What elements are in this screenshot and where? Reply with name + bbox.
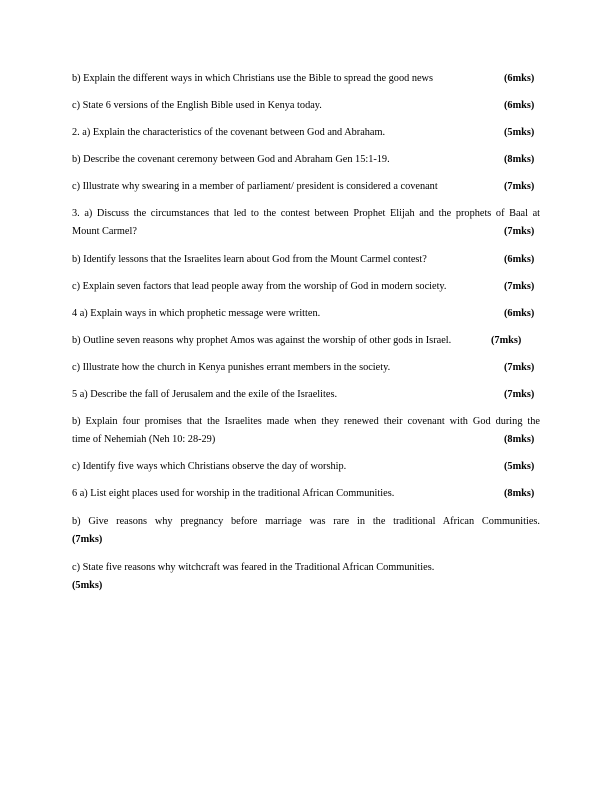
question-text: b) Outline seven reasons why prophet Amos was against the worship of other gods in Israel.	[72, 335, 452, 346]
question-5a	[72, 386, 540, 404]
question-text: c) Illustrate how the church in Kenya punishes errant members in the society.	[72, 362, 391, 373]
question-4c	[72, 359, 540, 377]
question-text: c) State 6 versions of the English Bible used in Kenya today.	[72, 100, 322, 111]
question-text: b) Give reasons why pregnancy before marriage was rare in the traditional African Communities.	[72, 516, 540, 527]
question-1b	[72, 70, 540, 88]
question-2b	[72, 151, 540, 169]
question-marks: (5mks)	[504, 127, 535, 138]
question-1c	[72, 97, 540, 115]
question-text: 6 a) List eight places used for worship in the traditional African Communities.	[72, 488, 395, 499]
question-marks: (8mks)	[504, 154, 535, 165]
question-text: c) Illustrate why swearing in a member of parliament/ president is considered a covenant	[72, 181, 438, 192]
question-marks: (7mks)	[491, 335, 522, 346]
question-marks: (7mks)	[504, 226, 535, 237]
question-text: b) Describe the covenant ceremony between God and Abraham Gen 15:1-19.	[72, 154, 390, 165]
question-text: 2. a) Explain the characteristics of the covenant between God and Abraham.	[72, 127, 386, 138]
question-text-continued: time of Nehemiah (Neh 10: 28-29)	[72, 434, 216, 445]
question-marks: (6mks)	[504, 308, 535, 319]
question-text: b) Explain four promises that the Israelites made when they renewed their covenant with God during the	[72, 416, 540, 427]
question-marks: (5mks)	[504, 461, 535, 472]
question-marks: (6mks)	[504, 254, 535, 265]
question-text: 3. a) Discuss the circumstances that led to the contest between Prophet Elijah and the prophets of Baal at	[72, 208, 540, 219]
question-marks: (7mks)	[504, 281, 535, 292]
question-marks: (8mks)	[504, 434, 535, 445]
question-marks: (7mks)	[504, 181, 535, 192]
question-5b	[72, 413, 540, 449]
question-marks: (7mks)	[72, 534, 103, 545]
question-marks: (8mks)	[504, 488, 535, 499]
question-6c	[72, 559, 540, 595]
question-3b	[72, 251, 540, 269]
question-3c	[72, 278, 540, 296]
question-text: b) Explain the different ways in which Christians use the Bible to spread the good news	[72, 73, 433, 84]
question-4a	[72, 305, 540, 323]
question-2a	[72, 124, 540, 142]
question-marks: (6mks)	[504, 73, 535, 84]
question-marks: (6mks)	[504, 100, 535, 111]
question-text: c) State five reasons why witchcraft was feared in the Traditional African Communities.	[72, 562, 435, 573]
question-text: 4 a) Explain ways in which prophetic message were written.	[72, 308, 321, 319]
question-4b	[72, 332, 540, 350]
question-text: c) Identify five ways which Christians observe the day of worship.	[72, 461, 347, 472]
question-text-continued: Mount Carmel?	[72, 226, 137, 237]
question-6a	[72, 485, 540, 503]
question-5c	[72, 458, 540, 476]
question-text: c) Explain seven factors that lead people away from the worship of God in modern society.	[72, 281, 447, 292]
question-text: 5 a) Describe the fall of Jerusalem and the exile of the Israelites.	[72, 389, 338, 400]
question-marks: (7mks)	[504, 389, 535, 400]
question-2c	[72, 178, 540, 196]
question-6b	[72, 513, 540, 549]
question-text: b) Identify lessons that the Israelites learn about God from the Mount Carmel contest?	[72, 254, 427, 265]
question-marks: (5mks)	[72, 580, 103, 591]
question-marks: (7mks)	[504, 362, 535, 373]
question-3a	[72, 205, 540, 241]
